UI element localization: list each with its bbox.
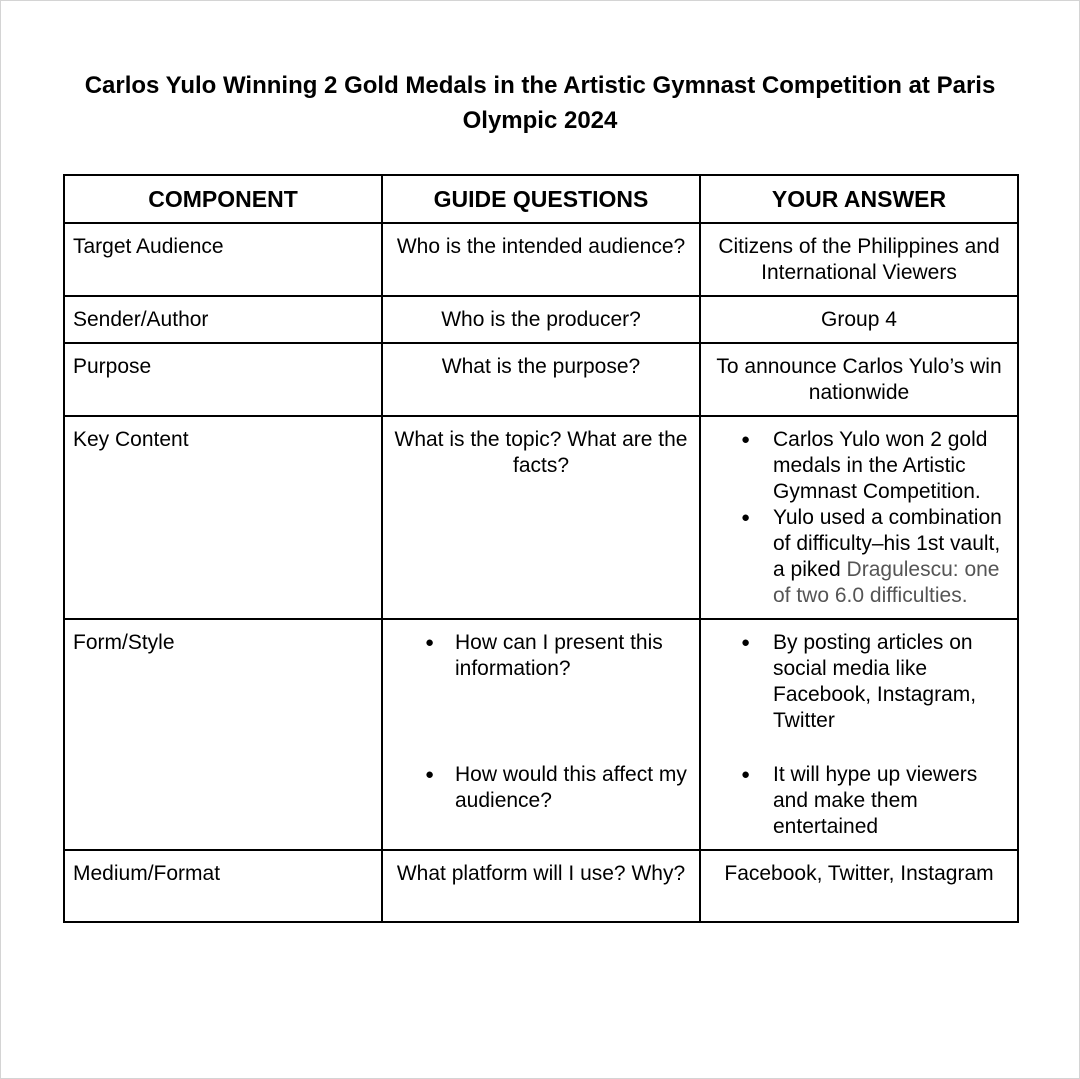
table-row — [64, 223, 1018, 296]
list-item: ● By posting articles on social media like Facebook, Instagram, Twitter — [709, 630, 1009, 734]
component-cell: Sender/Author — [64, 296, 382, 343]
header-your-answer: YOUR ANSWER — [700, 175, 1018, 223]
table-row — [64, 416, 1018, 619]
question-cell: What is the topic? What are the facts? — [382, 416, 700, 619]
table-row — [64, 850, 1018, 922]
question-cell: Who is the producer? — [382, 296, 700, 343]
rhetorical-situation-table — [63, 174, 1019, 923]
table-row — [64, 296, 1018, 343]
answer-cell — [700, 619, 1018, 850]
header-row — [64, 175, 1018, 223]
component-cell: Form/Style — [64, 619, 382, 850]
answer-text-grey: Dragulescu: one of two 6.0 difficulties. — [773, 558, 1000, 607]
table-row — [64, 343, 1018, 416]
component-cell: Purpose — [64, 343, 382, 416]
component-cell: Target Audience — [64, 223, 382, 296]
list-item: ● How can I present this information? — [391, 630, 691, 734]
answer-cell: Group 4 — [700, 296, 1018, 343]
list-item: ● Carlos Yulo won 2 gold medals in the Artistic Gymnast Competition. — [709, 427, 1009, 505]
answer-cell: Citizens of the Philippines and International Viewers — [700, 223, 1018, 296]
component-cell: Key Content — [64, 416, 382, 619]
table-row — [64, 619, 1018, 850]
answer-cell — [700, 416, 1018, 619]
document-title: Carlos Yulo Winning 2 Gold Medals in the Artistic Gymnast Competition at Paris Olympic 2024 — [84, 72, 996, 134]
question-cell: What platform will I use? Why? — [382, 850, 700, 922]
question-cell — [382, 619, 700, 850]
component-cell: Medium/Format — [64, 850, 382, 922]
answer-cell: Facebook, Twitter, Instagram — [700, 850, 1018, 922]
answer-cell: To announce Carlos Yulo’s win nationwide — [700, 343, 1018, 416]
question-cell: What is the purpose? — [382, 343, 700, 416]
list-item — [709, 505, 1009, 609]
list-item: ● How would this affect my audience? — [391, 762, 691, 814]
header-component: COMPONENT — [64, 175, 382, 223]
list-item: ● It will hype up viewers and make them entertained — [709, 762, 1009, 840]
header-guide-questions: GUIDE QUESTIONS — [382, 175, 700, 223]
answer-text: Yulo used a combination of difficulty–his 1st vault, a piked — [773, 506, 1002, 581]
question-cell: Who is the intended audience? — [382, 223, 700, 296]
